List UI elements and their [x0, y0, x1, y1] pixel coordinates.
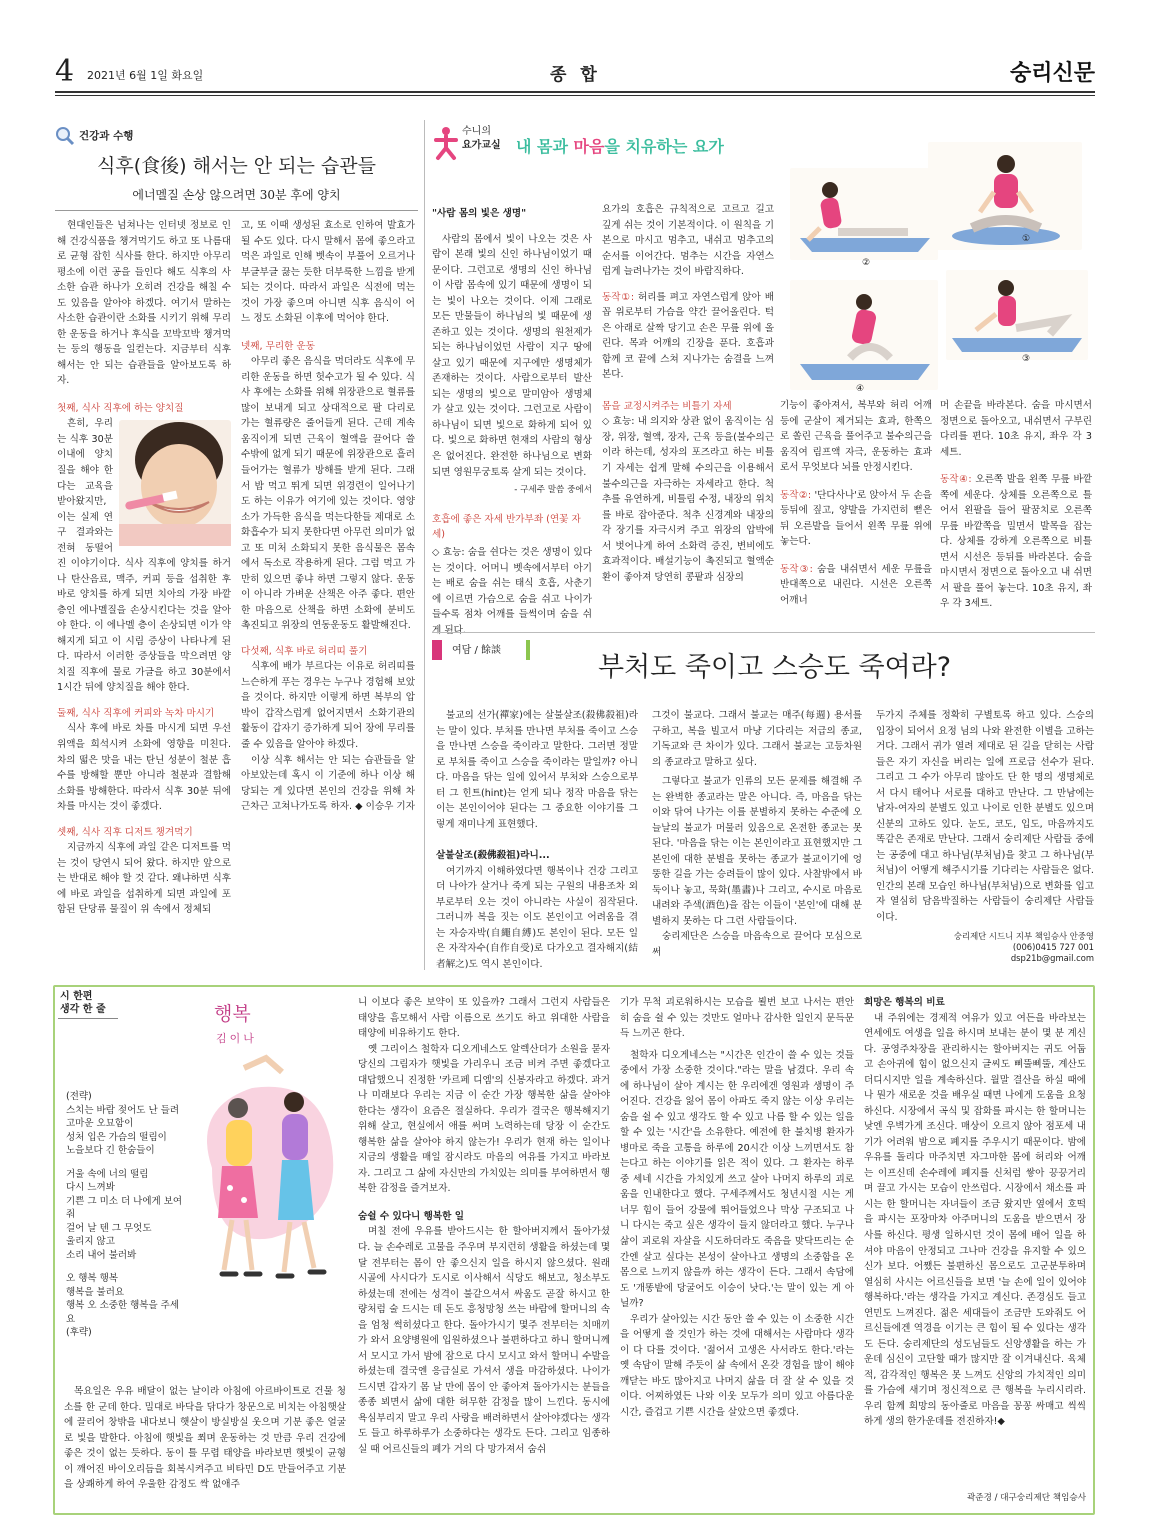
buddha-para-1: 불교의 선가(禪家)에는 살불살조(殺佛殺祖)라는 말이 있다. 부처를 만나면 부처를 죽이고 스승을 만나면 스승을 죽이라고 말한다. 그러면 정말로 부처를 죽이고 스승을 죽이라는 말일까? 아니다. 마음을 닦는 일에 있어서 부처와 스승으로부터 그 힌트(hint)는 얻게 되나 정작 마음을 닦는 이는 본인이어야 된다는 그 중요한 이야기를 그렇게 재미나게 표현했다.	[436, 710, 638, 830]
tag-bar-right	[526, 640, 530, 660]
health-subtitle: 에너멜질 손상 않으려면 30분 후에 양치	[132, 188, 341, 202]
yoga-photo-label-3: ③	[1022, 354, 1031, 364]
yoga-pose-icon	[432, 126, 460, 162]
essay-para-5: 기가 무척 괴로워하시는 모습을 뵐번 보고 나서는 편안히 숨을 쉴 수 있는 것만도 얼마나 감사한 일인지 문득문득 느끼곤 한다.	[620, 997, 854, 1040]
health-article	[55, 120, 418, 972]
yoga-quote-source: - 구세주 말씀 중에서	[514, 485, 592, 496]
health-para-1: 흔히, 우리는 식후 30분 이내에 양치질을 해야 한다는 교육을 받아왔지만, 이는 실제 연구 결과와는 전혀 동떨어진 이야기이다. 식사 직후에 양치를 하거나 탄산음료, 맥주, 커피 등을 섭취한 후 바로 양치를 하게 되면 치아의 가장 바깥층인 에나멜질을 손상시킨다는 것을 알아야 한다. 이 에나멜 층이 손상되면 이가 약해지게 되고 이 시림 증상이 나타나게 된다. 따라서 이러한 증상들을 막으려면 양치질 직후에 물로 가글을 하고 30분에서 1시간 뒤에 양치질을 해야 한다.	[57, 418, 231, 694]
yoga-col-1	[432, 206, 592, 636]
buddha-para-6: 두가지 주체를 정확히 구별토록 하고 있다. 스승의 입장이 되어서 요정 님의 나와 완전한 이별을 고하는 거다. 그래서 귀가 열려 제대로 된 길을 닫히는 사람들은 자기 자신을 버리는 일에 프로급 선수가 된다. 그리고 그 수가 아무리 많아도 단 한 명의 생명체로서 다시 태어나 서로를 대하고 만난다. 그 만남에는 남자-여자의 분별도 있고 나이로 인한 분별도 있으며 신분의 고하도 있다. 눈도, 코도, 입도, 마음까지도 똑같은 존재로 만난다. 그래서 숭리제단 사람들 중에는 공중에 대고 하나님(부처님)을 찾고 그 하나님(부처님)이 어떻게 해주시기를 기다리는 사람들은 없다. 인간의 본래 모습인 하나님(부처님)으로 변화를 입고자 열심히 담음박질하는 사람들이 숭리제단 사람들이다.	[876, 710, 1094, 923]
health-byline: ◆ 이승우 기자	[355, 801, 415, 813]
poem-stanza-break	[66, 1262, 184, 1272]
yoga-photo-label-4: ④	[856, 384, 865, 394]
essay-heading-1: 숨쉴 수 있다니 행복한 일	[358, 1210, 465, 1222]
yoga-quote-text: 사람의 몸에서 빛이 나오는 것은 사람이 본래 빛의 신인 하나님이었기 때문이다. 그런고로 생명의 신인 하나님이 사람 몸속에 있기 때문에 생명이 되는 빛이 나오는 것이다. 이제 그래로 모든 만물들이 하나님의 빛 때문에 생존하고 있는 것이다. 생명의 원천제가 되는 하나님이었던 사람이 지구 땅에 살고 있기 때문에 지구에만 생명체가 존재하는 것이다. 사람으로부터 발산되는 생명의 빛으로 말미암아 생명체가 살고 있는 것이다. 그런고로 사람이 하나님이 되면 빛으로 화하게 되어 있다. 빛으로 화하면 현재의 사람의 형상은 없어진다. 완전한 하나님으로 변화되면 영원무궁토록 살게 되는 것이다.	[432, 233, 592, 478]
poem-text	[66, 1090, 184, 1338]
yoga-heading-2: 몸을 교정시켜주는 비틀기 자세	[602, 400, 732, 412]
yoga-move-2: 동작②: '단다사나'로 앉아서 두 손을 등뒤에 짚고, 양발을 가지런히 뻗은 뒤 오른발을 들어서 왼쪽 무릎 위에 놓는다.	[780, 489, 932, 548]
yoga-move-1: 동작①: 허리를 펴고 자연스럽게 앉아 배꼽 위로부터 가슴을 약간 끌어올린다. 턱은 아래로 살짝 당기고 손은 무릎 위에 올린다. 목과 어깨의 긴장을 푼다. 호흡과 함께 코 끝에 스쳐 지나가는 숨결을 느껴본다.	[602, 291, 774, 381]
yoga-effect-2-cont: 기능이 좋아져서, 복부와 허리 어깨 등에 군살이 제거되는 효과, 한쪽으로 쏠린 근육을 풀어주고 불수의근을 움직여 림프액 자극, 운동하는 효과로서 무엇보다 뇌를 안정시킨다.	[780, 400, 932, 474]
poem-line: 스치는 바람 젖어도 난 들려	[66, 1104, 180, 1116]
buddha-byline-name: 숭리제단 시드니 지부 책임승사 안중영	[953, 931, 1094, 942]
yoga-move-3: 동작③: 숨을 내쉬면서 세운 무릎을 반대쪽으로 내린다. 시선은 오른쪽 어깨너	[780, 563, 932, 606]
buddha-col-3	[876, 708, 1094, 970]
health-title: 식후(食後) 해서는 안 되는 습관들	[97, 155, 376, 177]
poem-line: 소리 내어 불러봐	[66, 1249, 137, 1261]
health-conclusion: 이상 식후 해서는 안 되는 습관들을 알아보았는데 혹시 이 기준에 하나 이상 해당되는 게 있다면 본인의 건강을 위해 차근차근 고쳐나가도록 하자. ◆ 이승우 기자	[241, 754, 415, 813]
essay-para-4: 며칠 전에 우유를 받아드시는 한 할아버지께서 돌아가셨다. 늘 손수레로 고물을 주우며 부지런히 생활을 하셨는데 몇달 전부터는 몸이 안 좋으신지 일을 하시지 않으셨다. 원래 시골에 사시다가 도시로 이사해서 식당도 해보고, 청소부도 하셨는데 전에는 성격이 불같으셔서 싸움도 곧잘 하시고 한량처럼 술 드시는 데 돈도 흥청망청 쓰는 바람에 할머니의 속을 엄청 썩히셨다고 한다. 돌아가시기 몇주 전부터는 치매끼가 와서 요양병원에 입원하셨으나 불편하다고 하니 할머니께서 모시고 가서 밤에 잠으로 다시 모시고 와서 할머니 수발을 하셨는데 결국엔 응급실로 가셔서 생을 마감하셨다. 나이가 드시면 갑자기 몸 날 만에 몸이 안 좋아져 돌아가시는 분들을 종종 뵈면서 삶에 대한 허무한 감정을 많이 느낀다. 동시에 욕심부리지 말고 우리 사랑을 배려하면서 살아야겠다는 생각도 들고 하루하루가 소중하다는 생각도 든다. 그리고 임종하실 때 어르신들의 폐가 거의 다 망가져서 숨쉬	[358, 1226, 610, 1455]
buddha-title: 부처도 죽이고 스승도 죽여라?	[598, 652, 952, 683]
essay-heading-2: 희망은 행복의 비료	[864, 997, 945, 1008]
essay-corner-tag: 시 한편 생각 한 줄	[60, 991, 106, 1015]
yoga-bottom-rule	[432, 632, 1095, 633]
buddha-heading: 살불살조(殺佛殺祖)라니...	[436, 850, 550, 862]
poem-author: 김이나	[216, 1032, 257, 1045]
health-para-4: 아무리 좋은 음식을 먹더라도 식후에 무리한 운동을 하면 헛수고가 될 수 있다. 식사 후에는 소화를 위해 위장관으로 혈류를 많이 보내게 되고 상대적으로 팔 다리로 가는 혈류량은 줄어들게 된다. 근데 계속 움직이게 되면 근육이 혈액을 끌어다 쓸 수밖에 없게 되기 때문에 위장관으로 흘러들어가는 혈류가 방해를 받게 된다. 그래서 밥 먹고 뛰게 되면 위경련이 일어나기도 하는 이유가 여기에 있는 것이다. 영양소가 가득한 음식을 먹는다한들 제대로 소화흡수가 되지 못한다면 아무런 의미가 없고 또 미처 소화되지 못한 음식물은 몸속에서 독소로 작용하게 된다. 그럼 먹고 가만히 있으면 좋냐 하면 그렇지 않다. 운동이 아니라 가벼운 산책은 아주 좋다. 편안한 마음으로 산책을 하면 소화에 분비도 촉진되고 위장의 연동운동도 활발해진다.	[241, 356, 415, 632]
health-heading-2: 둘째, 식사 직후에 커피와 녹차 마시기	[57, 707, 215, 719]
buddha-tag: 여담 / 餘談	[452, 645, 502, 656]
poem-title: 행복	[214, 1003, 251, 1025]
poem-line: 행복을 불러요	[66, 1286, 125, 1298]
health-para-5: 식후에 배가 부르다는 이유로 허리띠를 느슨하게 푸는 경우는 누구나 경험해 보았을 것이다. 하지만 이렇게 하면 복부의 압박이 갑작스럽게 없어지면서 소화기관의 활동이 갑자기 증가하게 되어 장에 무리를 줄 수 있음을 알아야 하겠다.	[241, 661, 415, 750]
essay-col-1	[64, 1384, 346, 1508]
yoga-tag-line2: 요가교실	[462, 140, 501, 151]
poem-line: 기쁜 그 미소 더 나에게 보여줘	[66, 1195, 183, 1220]
health-para-3: 지금까지 식후에 과일 같은 디저트를 먹는 것이 당연시 되어 왔다. 하지만 앞으로는 반대로 해야 할 것 같다. 왜냐하면 식후에 바로 과일을 섭취하게 되면 과일에 포함된 단당류 물질이 위 속에서 정체되	[57, 842, 231, 916]
poem-illustration	[182, 1048, 352, 1298]
buddha-col-1	[436, 708, 638, 970]
poem-line: 성처 입은 가슴의 떨림이	[66, 1131, 167, 1143]
toothbrush-photo	[119, 420, 231, 546]
buddha-para-5: 숭리제단은 스승을 마음속으로 끌어다 모심으로써	[652, 931, 862, 958]
health-para-2: 식사 후에 바로 차를 마시게 되면 우선 위액을 희석시켜 소화에 영향을 미친다. 차의 떫은 맛을 내는 탄닌 성분이 철분 흡수를 방해할 뿐만 아니라 철분과 결합해 소화를 방해한다. 따라서 식후 30분 뒤에 차를 마시는 것이 좋겠다.	[57, 723, 231, 813]
issue-date: 2021년 6월 1일 화요일	[87, 69, 204, 82]
essay-para-7: 우리가 살아있는 시간 동안 쓸 수 있는 이 소중한 시간을 어떻게 쓸 것인가 하는 것에 대해서는 사람마다 생각이 다 다를 것이다. '젊어서 고생은 사서라도 한다.'라는 옛 속담이 말해 주듯이 삶 속에서 온갖 경험을 많이 해야 깨닫는 바도 많아지고 나머지 삶을 더 잘 살 수 있을 것이다. 어찌하였든 나와 이웃 모두가 의미 있고 아름다운 시간, 즐겁고 기쁜 시간을 살았으면 좋겠다.	[620, 1313, 854, 1418]
poem-line: 고마운 오묘함이	[66, 1118, 134, 1129]
poem-line: (전략)	[66, 1091, 92, 1102]
poem-line: (후략)	[66, 1327, 92, 1338]
yoga-tag-line1: 수니의	[462, 126, 491, 137]
newspaper-name: 숭리신문	[1009, 61, 1095, 86]
header-rule-thin	[55, 95, 1095, 96]
buddha-byline-phone: (006)0415 727 001	[1012, 942, 1094, 953]
yoga-effect-2: ◇ 효능: 내 의지와 상관 없이 움직이는 심장, 위장, 혈액, 장자, 근육 등을(불수의근이라 하는데, 성자의 포즈라고 하는 비틀기 자세는 쉽게 말해 수의근을 이용해서 불수의근을 자극하는 자세라고 한다. 척추를 유연하게, 비틀림 수정, 내장의 위치를 바로 잡아준다. 척추 신경계와 내장의 각 장기를 자극시켜 주고 위장의 압박에서 벗어나게 하여 소화력 증진, 변비에도 효과적이다. 배설기능이 촉진되고 혈액순환이 좋아져 당연히 콩팥과 심장의	[602, 416, 774, 583]
health-heading-4: 넷째, 무리한 운동	[241, 340, 316, 352]
essay-col-3	[620, 995, 854, 1509]
essay-col-4	[864, 995, 1086, 1493]
buddha-byline-email: dsp21b@gmail.com	[1010, 953, 1094, 964]
section-name: 종 합	[550, 65, 601, 85]
health-para-3-cont: 고, 또 이때 생성된 효소로 인하여 발효가 될 수도 있다. 다시 말해서 몸에 좋으라고 먹은 과일로 인해 벳속이 부풀어 오르거나 부글부글 끓는 듯한 더부룩한 느낌을 받게 되는 것이다. 따라서 과일은 식전에 먹는 것이 가장 좋으며 아니면 식후 음식이 어느 정도 소화된 이후에 먹어야 한다.	[241, 220, 415, 325]
header-rule	[55, 91, 1095, 93]
health-title-rule	[55, 210, 418, 211]
essay-para-1: 목요일은 우유 배달이 없는 날이라 아침에 아르바이트로 건물 청소를 한 군데 한다. 밀대로 바닥을 닦다가 창문으로 비치는 아침햇살에 끌리어 창밖을 내다보니 햇살이 방실방실 웃으며 기분 좋은 얼굴로 빛을 발한다. 아침에 햇빛을 쬐며 운동하는 것 만큼 우리 건강에 좋은 것이 없는 듯하다. 동이 틀 무렵 태양을 바라보면 햇빛이 균형이 깨어진 바이오리듬을 회복시켜주고 비타민 D도 만들어주고 기분을 상쾌하게 하여 우울한 감정도 싹 없애주	[64, 1386, 346, 1491]
essay-para-3: 옛 그리이스 철학자 디오게네스도 알렉산더가 소원을 묻자 당신의 그림자가 햇빛을 가리우니 조금 비켜 주면 좋겠다고 대답했으니 진정한 '카르페 디엠'의 신봉자라고 하겠다. 과거나 미래보다 우리는 지금 이 순간 가장 행복한 삶을 살아야 한다는 생각이 요즘은 절실하다. 우리가 결국은 행복해지기 위해 살고, 현실에서 애를 써며 노력하는데 당장 이 순간도 행복한 삶을 살아야 하지 않는가! 우리가 현재 하는 일이나 지금의 생활을 매일 잠시라도 마음의 여유를 가지고 바라보자. 그리고 그 삶에 자신만의 가치있는 의미를 부여하면서 행복한 감정을 즐겨보자.	[358, 1043, 610, 1195]
yoga-photo-4	[790, 280, 938, 390]
yoga-col-4	[940, 398, 1092, 626]
yoga-effect-1: ◇ 효능: 숨을 쉰다는 것은 생명이 있다는 것이다. 어머니 벳속에서부터 아기는 배로 숨을 쉬는 태식 호흡, 사춘기에 이르면 가슴으로 숨을 쉬고 나이가 들수록 점차 어깨를 들썩이며 숨을 쉬게 된다.	[432, 547, 592, 636]
page-header	[55, 55, 1095, 97]
health-tag: 건강과 수행	[79, 130, 134, 142]
yoga-photo-3	[946, 270, 1088, 360]
yoga-col-3	[780, 398, 932, 626]
health-col-1	[57, 218, 231, 968]
poem-line: 노을보다 긴 한숨들이	[66, 1145, 155, 1156]
essay-para-8: 내 주위에는 경제적 여유가 있고 여든을 바라보는 연세에도 여생을 일을 하시며 보내는 분이 몇 분 계신다. 공영주차장을 관리하시는 할아버지는 귀도 어둡고 손아귀에 힘이 없으신지 글씨도 삐뚤삐뚤, 계산도 더디시지만 일을 계속하신다. 월말 결산을 하실 때에나 뭔가 새로운 것을 배우실 때면 나에게 도움을 요청하신다. 시장에서 곡식 및 잡화를 파시는 한 할머니는 낮엔 우벽가게 조신다. 매상이 오르지 않아 점포세 내기가 어려워 밤으로 폐지를 주우시기 때문이다. 밤에 우유를 돌리다 마주치면 자그마한 몸에 허리와 어깨는 이프신데 손수레에 폐지를 신처럼 쌓아 끙끙거리며 끌고 가시는 모습이 안쓰럽다. 시장에서 채소를 파시는 한 할머니는 자녀들이 조금 왔지만 옆에서 호떡을 파시는 포장마차 아주머니의 도움을 받으면서 장사를 하신다. 평생 일하시던 것이 몸에 배어 일을 하셔야 마음이 안정되고 그나마 건강을 유지할 수 있으신가 보다. 어쨌든 불편하신 몸으로도 고군분투하며 열심히 사시는 어르신들을 보면 '늘 손에 일이 있어야 행복하다.'라는 생각을 가지고 계신다. 존경심도 들고 연민도 느껴진다. 젊은 세대들이 조금만 도와줘도 어르신들에겐 역경을 이기는 큰 힘이 될 수 있다는 생각도 든다. 숭리제단의 성도님들도 신앙생활을 하는 가운데 심신이 고단할 때가 많지만 잘 이겨내신다. 육체적, 감각적인 행복은 못 느껴도 신앙의 가치적인 의미를 가슴에 새기며 정신적으로 큰 행복을 누리시리라. 우리 함께 희망의 동아줄로 마음을 꽁꽁 싸매고 씩씩하게 생의 한가운데를 전진하자!◆	[864, 1012, 1086, 1428]
poem-line: 울리지 않고	[66, 1236, 115, 1247]
page-number: 4	[55, 54, 75, 89]
health-col-2	[241, 218, 415, 968]
yoga-quote-heading: "사람 몸의 빛은 생명"	[432, 208, 527, 219]
yoga-breathing-text: 요가의 호흡은 규칙적으로 고르고 길고 깊게 쉬는 것이 기본적이다. 이 원칙을 기본으로 마시고 멈추고, 내쉬고 멈추고의 순서를 이어간다. 멈추는 시간을 자연스럽게 늘려나가는 것이 바람직하다.	[602, 204, 774, 278]
yoga-photo-1	[928, 142, 1082, 250]
yoga-photo-label-2: ②	[862, 258, 871, 268]
buddha-para-4: 그렇다고 불교가 인류의 모든 문제를 해결해 주는 완벽한 종교라는 말은 아니다. 즉, 마음을 닦는 이와 닦여 나가는 이를 분별하지 못하는 수준에 오늘날의 불교가 머물러 있음으로 온전한 종교는 못 된다. '마음을 닦는 이는 본인이라고 표현했지만 그 본인에 대한 분별을 못하는 종교가 불교이기에 엉뚱한 길을 가는 승려들이 많이 있다. 사찰밖에서 바둑이나 놓고, 묵화(墨畵)나 그리고, 수시로 마음로 내려와 주색(酒色)을 잡는 이들이 '본인'에 대해 분별하지 못하는 다 그런 사람들이다.	[652, 776, 862, 927]
poem-line: 거울 속에 너의 떨림	[66, 1168, 149, 1180]
essay-col-2	[358, 995, 610, 1509]
buddha-para-3: 그것이 불교다. 그래서 불교는 매주(每週) 용서를 구하고, 복을 빌고서 마냥 기다리는 저급의 종교, 기독교와 큰 차이가 있다. 그래서 불교는 고등차원의 종교라고 말하고 싶다.	[652, 710, 862, 768]
yoga-title: 내 몸과 마음을 치유하는 요가	[516, 137, 724, 156]
magnifier-icon	[55, 126, 75, 146]
buddha-col-2	[652, 708, 862, 970]
health-intro: 현대인들은 넘쳐나는 인터넷 정보로 인해 건강식품을 챙겨먹기도 하고 또 나름대로 균형 잡힌 식사를 한다. 하지만 아무리 평소에 이런 공을 들인다 해도 식후의 사소한 습관 하나가 오히려 건강을 해칠 수도 있음을 알아야 하겠다. 여기서 말하는 사소한 습관이란 소화를 시키기 위해 무리한 운동을 하거나 후식을 꼬박꼬박 챙겨먹는 등의 행동을 일컫는다. 지금부터 식후 해서는 안 되는 습관들을 알아보도록 하자.	[57, 220, 231, 387]
tag-bar-left	[432, 640, 442, 660]
column-divider	[424, 120, 425, 970]
poem-line: 걸어 날 텐 그 무엇도	[66, 1222, 152, 1234]
health-heading-3: 셋째, 식사 직후 디저트 챙겨먹기	[57, 826, 193, 838]
essay-para-6: 철학자 디오게네스는 "시간은 인간이 쓸 수 있는 것들 중에서 가장 소중한 것이다."라는 말을 남겼다. 우리 속에 하나님이 살아 계시는 한 우리에겐 영원과 생명이 주어진다. 건강을 잃어 몸이 아파도 죽지 않는 이상 우리는 숨을 쉴 수 있고 생각도 할 수 있고 나름 할 수 있는 일을 할 수 있는 '시간'을 소유한다. 예전에 한 불치병 환자가 병마로 죽을 고통을 하루에 20시간 이상 느끼면서도 참는다고 하는 이야기를 읽은 적이 있다. 그 환자는 하루 중 세네 시간을 가치있게 쓰고 살아 나머지 하루의 괴로움을 인내한다고 했다. 구세주께서도 청년시절 시는 게 너무 힘이 들어 강물에 뛰어들었으나 막상 구조되고 나니 다시는 죽고 싶은 생각이 들지 않더라고 했다. 누구나 삶이 괴로워 자살을 시도하더라도 죽음을 맞닥뜨리는 순간엔 살고 싶다는 본성이 살아나고 생명의 소중함을 온몸으로 느끼지 않을까 하는 생각이 든다. 그래서 속담에도 '개똥밭에 당굴어도 이승이 낫다.'는 말이 있는 게 아닐까?	[620, 1049, 854, 1310]
yoga-photo-label-1: ①	[1022, 234, 1031, 244]
essay-byline: 곽준경 / 대구숭리제단 책임승사	[966, 1493, 1086, 1503]
poem-line: 다시 느껴봐	[66, 1182, 115, 1193]
poem-line: 행복 오 소중한 행복을 주세요	[66, 1300, 180, 1325]
yoga-article	[432, 120, 1095, 636]
yoga-move-3-cont: 머 손끝을 바라본다. 숨을 마시면서 정면으로 돌아오고, 내쉬면서 구부린 다리를 편다. 10초 유지, 좌우 각 3세트.	[940, 400, 1092, 458]
yoga-photo-2	[790, 168, 938, 260]
essay-corner-rule	[58, 1018, 118, 1019]
yoga-move-4: 동작④: 오른쪽 발을 왼쪽 무릎 바깥쪽에 세운다. 상체를 오른쪽으로 틀어서 왼팔을 들어 팔꿈치로 오른쪽 무릎 바깥쪽을 밀면서 발목을 잡는다. 상체를 강하게 오른쪽으로 비틀면서 시선은 등뒤를 바라본다. 숨을 마시면서 정면으로 돌아오고 내 쉬면서 팔을 풀어 놓는다. 10초 유지, 좌우 각 3세트.	[940, 474, 1092, 610]
poem-stanza-break	[66, 1158, 184, 1168]
health-heading-5: 다섯째, 식후 바로 허리띠 풀기	[241, 645, 368, 657]
buddha-para-2: 여기까지 이해하였다면 행복이나 건강 그리고 더 나아가 살거나 죽게 되는 구원의 내용조차 외부로부터 오는 것이 아니라는 사실이 짐작된다. 그러니까 복을 짓는 이도 본인이고 어려움을 겪는 자승자박(自繩自縛)도 본인이 된다. 모든 일은 자작자수(自作自受)로 다가오고 결자해지(結者解之)도 역시 본인이다.	[436, 865, 638, 970]
essay-para-2: 니 이보다 좋은 보약이 또 있을까? 그래서 그런지 사람들은 태양을 흠모해서 사람 이름으로 쓰기도 하고 위대한 사람을 태양에 비유하기도 한다.	[358, 997, 610, 1040]
health-heading-1: 첫째, 식사 직후에 하는 양치질	[57, 402, 184, 414]
yoga-heading-1: 호흡에 좋은 자세 반가부좌 (연꽃 자세)	[432, 513, 581, 541]
poem-line: 오 행복 행복	[66, 1273, 118, 1284]
yoga-col-2	[602, 202, 774, 626]
